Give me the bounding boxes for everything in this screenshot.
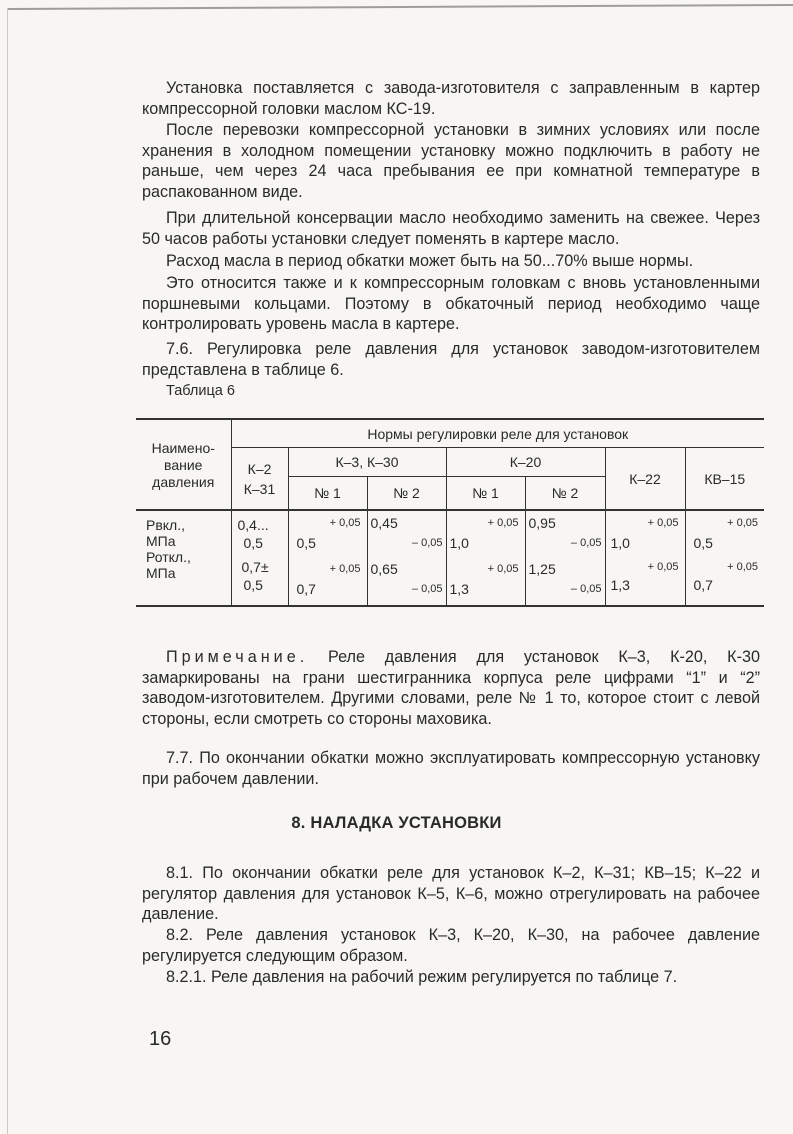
- cell-k20-no2: 0,95 – 0,05 1,25 – 0,05: [525, 510, 605, 606]
- header-k22: К–22: [605, 448, 685, 511]
- row-labels: Рвкл., МПа Роткл., МПа: [136, 510, 231, 606]
- table-caption: Таблица 6: [166, 383, 235, 399]
- header-k3-k30: К–3, К–30: [288, 448, 446, 477]
- paragraph: 7.6. Регулировка реле давления для установок заводом-изготовителем представлена в таблице 6.: [142, 340, 760, 379]
- paragraph-8-2: 8.2. Реле давления установок К–3, К–20, К–30, на рабочее давление регулируется следующим образом.: [142, 926, 760, 965]
- paragraph-8-2-1: 8.2.1. Реле давления на рабочий режим регулируется по таблице 7.: [166, 968, 678, 986]
- paragraph: При длительной консервации масло необходимо заменить на свежее. Через 50 часов работы установки следует поменять в картере масло.: [142, 209, 760, 248]
- scan-edge-top: [8, 4, 793, 10]
- cell-k2: 0,4... 0,5 0,7± 0,5: [231, 510, 288, 606]
- paragraph: Расход масла в период обкатки может быть на 50...70% выше нормы.: [166, 252, 694, 270]
- cell-kb15: + 0,05 0,5 + 0,05 0,7: [685, 510, 764, 606]
- paragraph: Установка поставляется с завода-изготовителя с заправленным в картер компрессорной головки маслом КС-19.: [142, 79, 760, 118]
- note-label: Примечание.: [166, 648, 309, 666]
- paragraph: После перевозки компрессорной установки в зимних условиях или после хранения в холодном помещении установку можно подключить в работу не раньше, чем через 24 часа пребывания ее при комнатной температуре в распакованном виде.: [142, 121, 760, 201]
- page-number: 16: [149, 1028, 172, 1050]
- header-k20-no2: № 2: [525, 477, 605, 511]
- header-k20: К–20: [446, 448, 605, 477]
- note-paragraph: Примечание. Реле давления для установок К–3, К-20, К-30 замаркированы на грани шестигранника корпуса реле цифрами “1” и “2” заводом-изготовителем. Другими словами, реле № 1 то, которое стоит с левой стороны, если смотреть со стороны маховика.: [142, 648, 761, 728]
- header-group: Нормы регулировки реле для установок: [231, 419, 764, 448]
- scan-edge-left: [7, 8, 8, 1134]
- header-pressure-name: Наимено- вание давления: [136, 419, 231, 510]
- paragraph: Это относится также и к компрессорным головкам с вновь установленными поршневыми кольцами. Поэтому в обкаточный период необходимо чаще контролировать уровень масла в картере.: [142, 274, 760, 334]
- relay-settings-table: [136, 418, 764, 607]
- header-k2-k31: К–2 К–31: [231, 448, 288, 511]
- header-k20-no1: № 1: [446, 477, 525, 511]
- cell-k22: + 0,05 1,0 + 0,05 1,3: [605, 510, 685, 606]
- section-title: 8. НАЛАДКА УСТАНОВКИ: [291, 814, 502, 832]
- paragraph-7-7: 7.7. По окончании обкатки можно эксплуатировать компрессорную установку при рабочем давлении.: [142, 749, 760, 788]
- cell-k20-no1: + 0,05 1,0 + 0,05 1,3: [446, 510, 525, 606]
- header-kb15: КВ–15: [685, 448, 764, 511]
- header-k3-no1: № 1: [288, 477, 367, 511]
- cell-k3-no2: 0,45 – 0,05 0,65 – 0,05: [367, 510, 446, 606]
- paragraph-8-1: 8.1. По окончании обкатки реле для установок К–2, К–31; КВ–15; К–22 и регулятор давления для установок К–5, К–6, можно отрегулировать на рабочее давление.: [142, 864, 760, 924]
- cell-k3-no1: + 0,05 0,5 + 0,05 0,7: [288, 510, 367, 606]
- header-k3-no2: № 2: [367, 477, 446, 511]
